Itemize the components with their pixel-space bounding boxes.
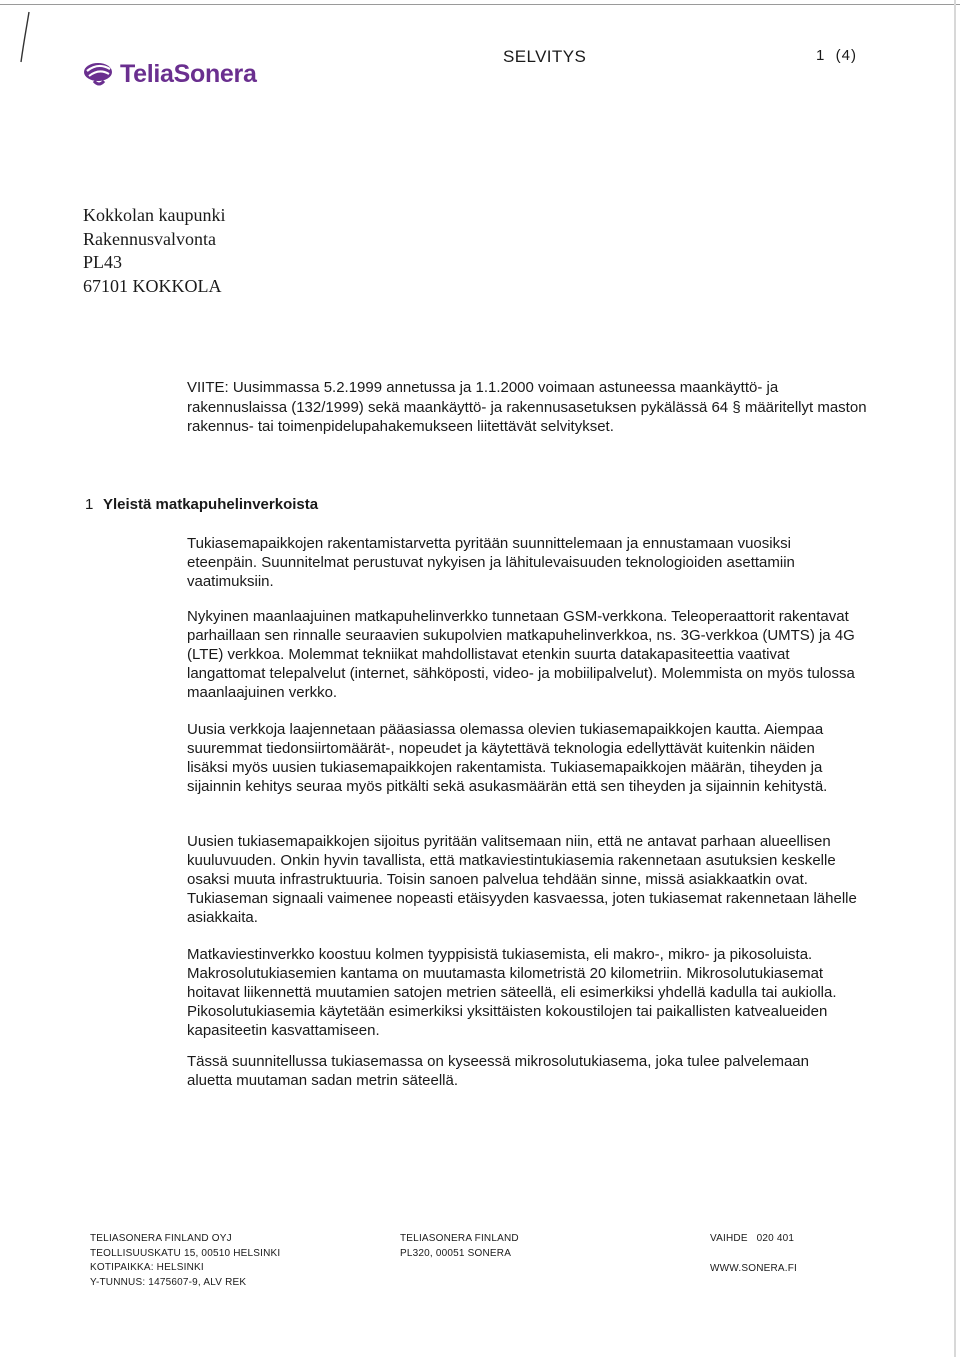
teliasonera-logo-icon <box>82 57 116 91</box>
body-paragraph: Uusien tukiasemapaikkojen sijoitus pyritään valitsemaan niin, että ne antavat parhaan alueellisen kuuluvuuden. Onkin hyvin tavallista, että matkaviestintukiasemia rakennetaan asutuksien keskelle osaksi muuta infrastruktuuria. Toisin sanoen palvelua tehdään sinne, missä asiakkaatkin ovat. Tukiaseman signaali vaimenee nopeasti etäisyyden kasvaessa, joten tukiasemat rakennetaan lähelle asiakkaita. <box>187 833 857 926</box>
page-number: 1 (4) <box>816 47 858 64</box>
footer-website: WWW.SONERA.FI <box>710 1262 798 1274</box>
footer-line: TEOLLISUUSKATU 15, 00510 HELSINKI <box>90 1247 281 1259</box>
reference-paragraph: VIITE: Uusimmassa 5.2.1999 annetussa ja 1.1.2000 voimaan astuneessa maankäyttö- ja rakennuslaissa (132/1999) sekä maankäyttö- ja rakennusasetuksen pykälässä 64 § määritellyt maston rakennus- tai toimenpidelupahakemukseen liitettävät selvitykset. <box>187 379 867 435</box>
footer-line: PL320, 00051 SONERA <box>400 1247 512 1259</box>
footer-line: TELIASONERA FINLAND OYJ <box>90 1233 232 1244</box>
body-paragraph: Nykyinen maanlaajuinen matkapuhelinverkko tunnetaan GSM-verkkona. Teleoperaattorit rakentavat parhaillaan sen rinnalle seuraavien sukupolvien matkapuhelinverkkoa, ns. 3G-verkkoa (UMTS) ja 4G (LTE) verkkoa. Molemmat tekniikat mahdollistavat etenkin suurta datakapasiteettia vaativat langattomat telepalvelut (internet, sähköposti, video- ja mobiilipalvelut). Molemmista on myös tulossa maanlaajuinen verkko. <box>187 608 855 701</box>
body-paragraph: Uusia verkkoja laajennetaan pääasiassa olemassa olevien tukiasemapaikkojen kautta. Aiempaa suuremmat tiedonsiirtomäärät-, nopeudet ja käytettävä teknologia edellyttävät kuitenkin näiden lisäksi myös uusien tukiasemapaikkojen rakentamista. Tukiasemapaikkojen määrän, tiheyden ja sijainnin kehitys seuraa myös pitkälti sekä asukasmäärän että sen tiheyden ja sijainnin kehitystä. <box>187 721 828 795</box>
section-heading <box>85 496 318 513</box>
footer-line: TELIASONERA FINLAND <box>400 1233 519 1244</box>
body-paragraph: Matkaviestinverkko koostuu kolmen tyyppisistä tukiasemista, eli makro-, mikro- ja pikosoluista. Makrosolutukiasemien kantama on muutamasta kilometristä 20 kilometriin. Mikrosolutukiasemat hoitavat liikennettä muutamien satojen metrien säteellä, eli esimerkiksi yhdellä kadulla tai aukiolla. Pikosolutukiasemia käytetään esimerkiksi yksittäisten kokoustilojen tai paikallisten katvealueiden kapasiteetin kasvattamiseen. <box>187 946 837 1039</box>
address-line: PL43 <box>83 252 123 272</box>
pen-mark-icon <box>18 10 32 70</box>
company-logo <box>82 56 257 92</box>
document-type: SELVITYS <box>503 47 587 66</box>
address-line: Rakennusvalvonta <box>83 228 216 249</box>
address-line: 67101 KOKKOLA <box>83 275 222 296</box>
body-paragraph: Tukiasemapaikkojen rakentamistarvetta pyritään suunnittelemaan ja ennustamaan vuosiksi eteenpäin. Suunnitelmat perustuvat nykyisen ja lähitulevaisuuden teknologioiden asettamiin vaatimuksiin. <box>187 535 795 590</box>
footer-line: Y-TUNNUS: 1475607-9, ALV REK <box>90 1276 247 1288</box>
footer-postal-info <box>400 1232 519 1261</box>
footer-phone: VAIHDE 020 401 <box>710 1233 795 1244</box>
recipient-address <box>83 204 225 298</box>
address-line: Kokkolan kaupunki <box>83 205 226 225</box>
footer-line: KOTIPAIKKA: HELSINKI <box>90 1262 204 1274</box>
footer-contact-info <box>710 1232 797 1276</box>
footer-company-info <box>90 1232 280 1290</box>
scan-top-edge <box>0 4 960 5</box>
section-number: 1 <box>85 496 94 513</box>
logo-text: TeliaSonera <box>120 59 257 88</box>
scan-right-edge <box>954 0 956 1357</box>
body-paragraph: Tässä suunnitellussa tukiasemassa on kyseessä mikrosolutukiasema, joka tulee palvelemaan aluetta muutaman sadan metrin säteellä. <box>187 1053 809 1089</box>
section-title: Yleistä matkapuhelinverkoista <box>103 496 319 513</box>
